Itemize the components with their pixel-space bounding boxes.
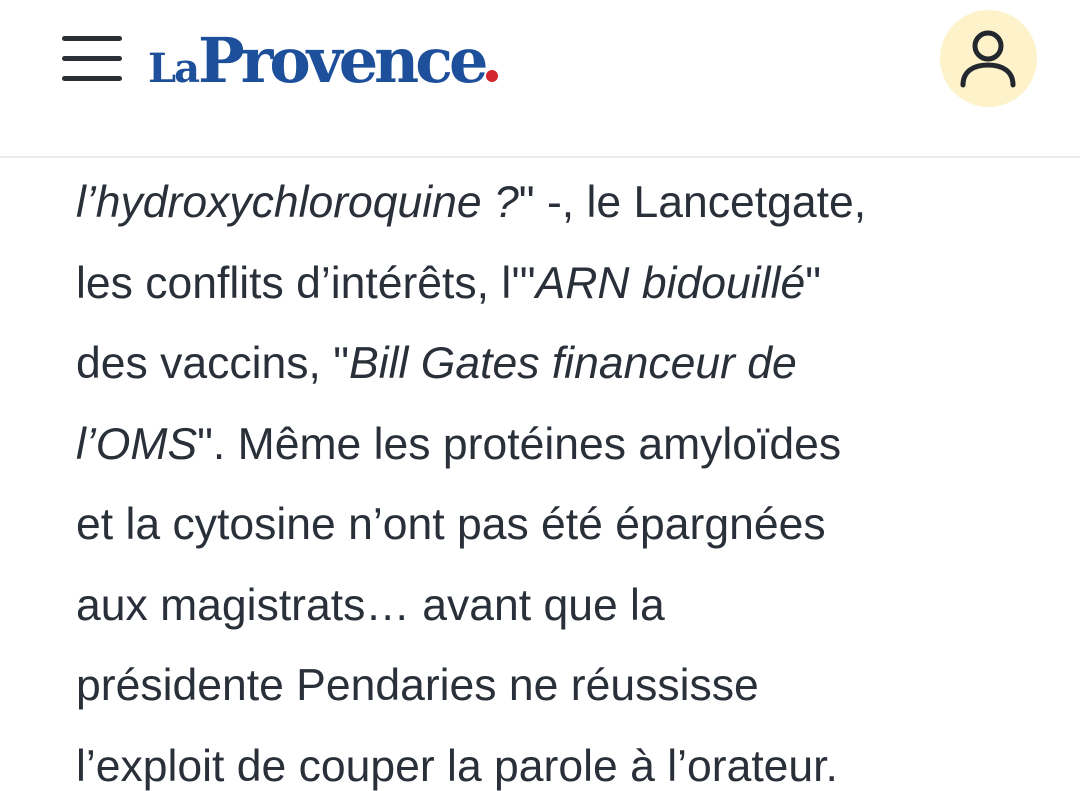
article-text-segment: aux magistrats… avant que la [76, 580, 665, 630]
article-text-segment: ". Même les protéines amyloïdes [197, 419, 842, 469]
article-text-segment: et la cytosine n’ont pas été épargnées [76, 500, 826, 549]
article-text-italic: l’OMS [76, 419, 198, 469]
menu-button[interactable] [62, 36, 124, 86]
logo-dot [486, 70, 498, 82]
article-text-segment: l’exploit de couper la parole à l’orateur. [76, 741, 838, 791]
article-paragraph [76, 163, 1036, 791]
article-text-italic: l’hydroxychloroquine ? [76, 178, 519, 227]
hamburger-menu-icon-bar [62, 76, 122, 81]
logo-name: Provence [198, 24, 485, 97]
article-text-segment: les conflits d’intérêts, l'" [76, 258, 536, 308]
logo-prefix: La [148, 45, 199, 92]
article-text-segment: " [805, 258, 821, 308]
user-icon [958, 27, 1018, 91]
article-text-italic: ARN bidouillé [535, 258, 806, 308]
account-button[interactable] [940, 10, 1037, 107]
article-text-segment: des vaccins, " [76, 339, 350, 388]
hamburger-menu-icon-bar [62, 56, 122, 61]
hamburger-menu-icon [62, 36, 122, 41]
article-text-segment: " -, le Lancetgate, [518, 178, 867, 227]
article-text-segment: présidente Pendaries ne réussisse [76, 661, 759, 710]
site-logo[interactable] [148, 24, 498, 97]
article-text-italic: Bill Gates financeur de [349, 339, 797, 388]
site-header [0, 0, 1080, 158]
